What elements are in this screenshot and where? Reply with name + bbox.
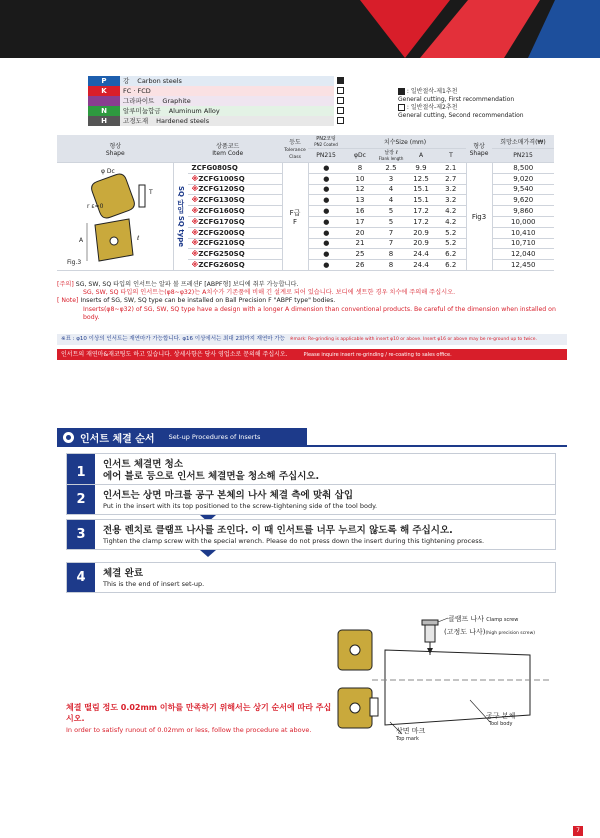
material-row bbox=[88, 116, 346, 126]
material-recommend bbox=[334, 106, 346, 116]
inquiry-kr: 인서트의 재연마&재코팅도 하고 있습니다. 상세사항은 당사 영업소로 문의해 주십시오. bbox=[61, 351, 288, 358]
material-recommend bbox=[334, 116, 346, 126]
material-name bbox=[120, 106, 334, 116]
step-body bbox=[95, 563, 212, 592]
pn215-dot: ● bbox=[308, 238, 344, 249]
step-desc-en: Put in the insert with its top positioned to the screw-tightening side of the tool body. bbox=[103, 502, 378, 510]
a-value: 20.9 bbox=[406, 227, 436, 238]
legend-first-en: General cutting, First recommendation bbox=[398, 96, 515, 103]
regrind-en: ※mark: Re-grinding is applicable with insert φ10 or above. Insert φ16 or above may be re-ground up to twice. bbox=[289, 337, 537, 342]
shape-diagram-cell bbox=[57, 163, 174, 271]
notes bbox=[57, 281, 557, 322]
bullet-icon bbox=[63, 432, 74, 443]
th-code: 상품코드 Item Code bbox=[174, 135, 283, 163]
a-value: 17.2 bbox=[406, 216, 436, 227]
dc-value: 12 bbox=[344, 184, 376, 195]
blade-value: 5 bbox=[376, 216, 406, 227]
t-value: 6.2 bbox=[436, 260, 466, 271]
th-pn215: PN215 bbox=[308, 149, 344, 163]
legend-second-kr: : 일반절삭-제2추천 bbox=[406, 104, 458, 111]
insert-shape-diagram bbox=[57, 163, 173, 268]
step-number: 4 bbox=[67, 563, 95, 592]
dc-value: 8 bbox=[344, 163, 376, 174]
item-code: ※ZCFG160SQ bbox=[188, 206, 283, 217]
material-code bbox=[88, 96, 120, 106]
step-title-kr: 전용 렌치로 클램프 나사를 조인다. 이 때 인서트를 너무 누르지 않도록 해 주십시오. bbox=[103, 525, 453, 536]
setup-step bbox=[66, 484, 556, 515]
note-en2: Inserts(φ8~φ32) of SG, SW, SQ type have a design with a longer A dimension than conventional products. Be careful of the dimension when installed on body. bbox=[83, 305, 556, 321]
clamp-screw-label-2: (고정도 나사)(high precision screw) bbox=[444, 628, 536, 636]
material-code: H bbox=[88, 116, 120, 126]
step-body bbox=[95, 520, 492, 549]
price-value: 9,620 bbox=[492, 195, 554, 206]
material-name-kr: 알루미늄합금 bbox=[123, 106, 161, 115]
material-name bbox=[120, 96, 334, 106]
price-value: 12,450 bbox=[492, 260, 554, 271]
th-dc: φDc bbox=[344, 149, 376, 163]
material-recommend bbox=[334, 86, 346, 96]
blade-value: 4 bbox=[376, 195, 406, 206]
step-number: 3 bbox=[67, 520, 95, 549]
pn215-dot: ● bbox=[308, 195, 344, 206]
recommendation-legend bbox=[398, 88, 524, 120]
material-name bbox=[120, 116, 334, 126]
material-name-kr: 고경도재 bbox=[123, 116, 149, 125]
material-name-en: Hardened steels bbox=[156, 116, 210, 125]
step-title-kr: 체결 완료 bbox=[103, 568, 144, 579]
first-recommend-icon bbox=[398, 88, 405, 95]
inquiry-bar bbox=[57, 349, 567, 360]
material-code: K bbox=[88, 86, 120, 96]
regrind-kr: ※표 : φ10 이상의 인서트는 재연마가 가능합니다. φ16 이상에서는 최대 2회까지 재연마 가능 bbox=[61, 336, 285, 342]
fig-label: Fig.3 bbox=[67, 259, 82, 266]
blade-value: 8 bbox=[376, 260, 406, 271]
table-row bbox=[57, 163, 554, 174]
a-value: 15.1 bbox=[406, 184, 436, 195]
clamp-screw-icon bbox=[425, 624, 435, 642]
price-value: 10,710 bbox=[492, 238, 554, 249]
dc-value: 26 bbox=[344, 260, 376, 271]
type-label: SQ 타입 SQ type bbox=[174, 163, 188, 271]
t-value: 5.2 bbox=[436, 238, 466, 249]
dia-a-label: A bbox=[79, 237, 84, 244]
header-banner bbox=[0, 0, 600, 58]
material-code: P bbox=[88, 76, 120, 86]
runout-note-en: In order to satisfy runout of 0.02mm or less, follow the procedure at above. bbox=[66, 726, 312, 734]
blade-value: 4 bbox=[376, 184, 406, 195]
grade-cell: F급 F bbox=[282, 163, 308, 271]
blade-value: 3 bbox=[376, 173, 406, 184]
section-subtitle: Set-up Procedures of Inserts bbox=[168, 433, 261, 441]
t-value: 2.7 bbox=[436, 173, 466, 184]
material-name-kr: 강 bbox=[123, 76, 130, 85]
price-value: 9,020 bbox=[492, 173, 554, 184]
material-name bbox=[120, 76, 334, 86]
th-size: 치수Size (mm) bbox=[344, 135, 466, 149]
inquiry-en: Please inquire insert re-grinding / re-coating to sales office. bbox=[303, 352, 452, 358]
t-value: 4.2 bbox=[436, 206, 466, 217]
clamp-screw-label: 클램프 나사 Clamp screw bbox=[448, 615, 519, 623]
price-value: 8,500 bbox=[492, 163, 554, 174]
dc-value: 13 bbox=[344, 195, 376, 206]
item-code: ※ZCFG200SQ bbox=[188, 227, 283, 238]
setup-step bbox=[66, 519, 556, 550]
pn215-dot: ● bbox=[308, 260, 344, 271]
material-code: N bbox=[88, 106, 120, 116]
material-name bbox=[120, 86, 334, 96]
material-row bbox=[88, 76, 346, 86]
blade-value: 2.5 bbox=[376, 163, 406, 174]
blade-value: 5 bbox=[376, 206, 406, 217]
t-value: 6.2 bbox=[436, 249, 466, 260]
pn215-dot: ● bbox=[308, 227, 344, 238]
legend-second-en: General cutting, Second recommendation bbox=[398, 112, 524, 119]
dc-value: 17 bbox=[344, 216, 376, 227]
pn215-dot: ● bbox=[308, 184, 344, 195]
a-value: 17.2 bbox=[406, 206, 436, 217]
price-value: 12,040 bbox=[492, 249, 554, 260]
material-legend bbox=[88, 76, 346, 126]
th-pn2: PN2코팅 PN2 Coated bbox=[308, 135, 344, 149]
a-value: 12.5 bbox=[406, 173, 436, 184]
step-desc-en: This is the end of insert set-up. bbox=[103, 580, 205, 588]
dc-value: 21 bbox=[344, 238, 376, 249]
recommend-icon bbox=[337, 87, 344, 94]
shape-fig-cell: Fig3 bbox=[466, 163, 492, 271]
t-value: 5.2 bbox=[436, 227, 466, 238]
th-price: 희망소매가격(₩) bbox=[492, 135, 554, 149]
blade-value: 7 bbox=[376, 238, 406, 249]
setup-step bbox=[66, 562, 556, 593]
pn215-dot: ● bbox=[308, 206, 344, 217]
second-recommend-icon bbox=[398, 104, 405, 111]
blade-value: 8 bbox=[376, 249, 406, 260]
item-code: ※ZCFG100SQ bbox=[188, 173, 283, 184]
a-value: 24.4 bbox=[406, 249, 436, 260]
dia-dc-label: φ Dc bbox=[101, 168, 115, 175]
step-title-kr: 인서트 체결면 청소 bbox=[103, 459, 184, 470]
pn215-dot: ● bbox=[308, 173, 344, 184]
pn215-dot: ● bbox=[308, 216, 344, 227]
dc-value: 16 bbox=[344, 206, 376, 217]
page-number: 7 bbox=[573, 826, 583, 836]
item-code: ※ZCFG120SQ bbox=[188, 184, 283, 195]
t-value: 4.2 bbox=[436, 216, 466, 227]
note-kr2: SG, SW, SQ 타입의 인서트는(φ8~φ32)는 A치수가 기존품에 비해 긴 설계로 되어 있습니다. 보디에 셋트한 경우 치수에 주의해 주십시오. bbox=[83, 289, 456, 297]
a-value: 20.9 bbox=[406, 238, 436, 249]
step-desc-en: Tighten the clamp screw with the special wrench. Please do not press down the insert during this tightening process. bbox=[103, 537, 485, 545]
recommend-icon bbox=[337, 77, 344, 84]
material-row bbox=[88, 86, 346, 96]
runout-note-kr: 체결 떨림 정도 0.02mm 이하를 만족하기 위해서는 상기 순서에 따라 주십시오. bbox=[66, 703, 332, 723]
step-desc-kr: 에어 블로 등으로 인서트 체결면을 청소해 주십시오. bbox=[103, 471, 320, 482]
recommend-icon bbox=[337, 107, 344, 114]
item-code: ※ZCFG210SQ bbox=[188, 238, 283, 249]
legend-first-kr: : 일반절삭-제1추천 bbox=[406, 88, 458, 95]
th-shape2: 형상 Shape bbox=[466, 135, 492, 163]
dc-value: 20 bbox=[344, 227, 376, 238]
step-arrow-icon bbox=[200, 550, 216, 557]
note-kr1: SG, SW, SQ 타입의 인서트는 알파 볼 프레션F [ABPF형] 보디에 취부 가능합니다. bbox=[75, 281, 299, 288]
section-divider bbox=[57, 445, 567, 447]
pn215-dot: ● bbox=[308, 163, 344, 174]
dc-value: 25 bbox=[344, 249, 376, 260]
material-name-en: Aluminum Alloy bbox=[168, 106, 220, 115]
material-row bbox=[88, 96, 346, 106]
t-value: 2.1 bbox=[436, 163, 466, 174]
blade-value: 7 bbox=[376, 227, 406, 238]
th-price-pn215: PN215 bbox=[492, 149, 554, 163]
note-en-label: [ Note] bbox=[57, 297, 79, 305]
setup-section-header bbox=[57, 428, 307, 446]
product-table bbox=[57, 135, 554, 271]
material-name-en: Carbon steels bbox=[137, 76, 182, 85]
material-recommend bbox=[334, 96, 346, 106]
item-code: ※ZCFG170SQ bbox=[188, 216, 283, 227]
a-value: 24.4 bbox=[406, 260, 436, 271]
dc-value: 10 bbox=[344, 173, 376, 184]
t-value: 3.2 bbox=[436, 195, 466, 206]
recommend-icon bbox=[337, 117, 344, 124]
item-code: ※ZCFG130SQ bbox=[188, 195, 283, 206]
tool-body-label: 공구 본체 Tool body bbox=[486, 712, 516, 727]
th-t: T bbox=[436, 149, 466, 163]
price-value: 10,000 bbox=[492, 216, 554, 227]
item-code: ※ZCFG260SQ bbox=[188, 260, 283, 271]
material-name-en: Graphite bbox=[162, 96, 191, 105]
material-name-kr: 그라파이트 bbox=[123, 96, 155, 105]
t-value: 3.2 bbox=[436, 184, 466, 195]
dia-r-label: r ε=0 bbox=[87, 203, 104, 210]
pn215-dot: ● bbox=[308, 249, 344, 260]
a-value: 15.1 bbox=[406, 195, 436, 206]
th-shape: 형상 Shape bbox=[57, 135, 174, 163]
step-number: 2 bbox=[67, 485, 95, 514]
step-title-kr: 인서트는 상면 마크를 공구 본체의 나사 체결 측에 맞춰 삽입 bbox=[103, 490, 354, 501]
recommend-icon bbox=[337, 97, 344, 104]
dia-l-label: ℓ bbox=[137, 235, 140, 242]
dia-t-label: T bbox=[149, 189, 153, 196]
th-blade: 날장 ℓ Flank length bbox=[376, 149, 406, 163]
note-en1: Inserts of SG, SW, SQ type can be installed on Ball Precision F "ABPF type" bodies. bbox=[80, 297, 336, 305]
regrind-note-bar bbox=[57, 334, 567, 345]
item-code: ※ZCFG250SQ bbox=[188, 249, 283, 260]
step-body bbox=[95, 485, 385, 514]
material-row bbox=[88, 106, 346, 116]
material-name-kr: FC · FCD bbox=[123, 86, 151, 95]
a-value: 9.9 bbox=[406, 163, 436, 174]
top-mark-label: 상면 마크 Top mark bbox=[396, 727, 426, 742]
step-number: 1 bbox=[67, 454, 95, 490]
price-value: 9,540 bbox=[492, 184, 554, 195]
th-grade: 등도 Tolerance Class bbox=[282, 135, 308, 163]
section-title: 인서트 체결 순서 bbox=[80, 433, 155, 445]
price-value: 9,860 bbox=[492, 206, 554, 217]
th-a: A bbox=[406, 149, 436, 163]
material-recommend bbox=[334, 76, 346, 86]
price-value: 10,410 bbox=[492, 227, 554, 238]
item-code: ZCFG080SQ bbox=[188, 163, 283, 174]
note-kr-label: [주의] bbox=[57, 281, 74, 288]
